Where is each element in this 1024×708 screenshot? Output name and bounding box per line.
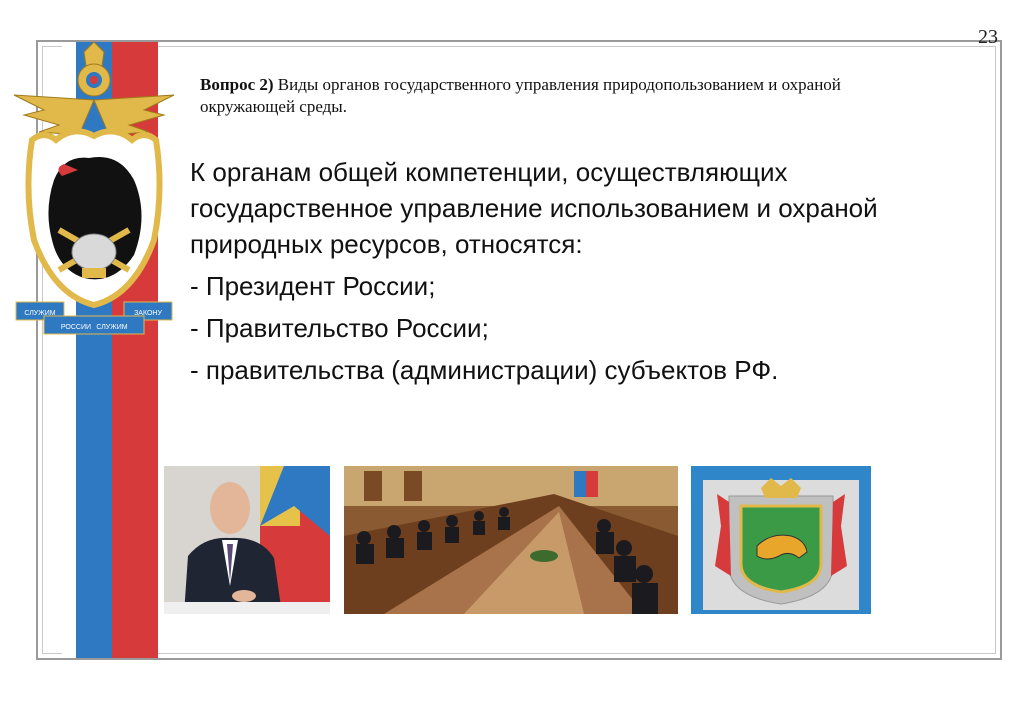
intro-paragraph: К органам общей компетенции, осуществляющих государственное управление использованием и охраной природных ресурсов, относятся: bbox=[190, 157, 878, 259]
photo-coat-of-arms bbox=[691, 466, 871, 614]
list-item: - Правительство России; bbox=[190, 313, 489, 343]
emblem-icon bbox=[4, 40, 184, 340]
ribbon-text-2: РОССИИ bbox=[60, 324, 92, 331]
ribbon-text-4: ЗАКОНУ bbox=[134, 310, 162, 317]
photo-government-meeting bbox=[344, 466, 678, 614]
page-number: 23 bbox=[978, 26, 998, 48]
list-item: - Президент России; bbox=[190, 271, 436, 301]
question-label: Вопрос 2) bbox=[200, 75, 274, 94]
main-text bbox=[190, 154, 980, 388]
question-heading bbox=[200, 74, 940, 118]
question-text: Виды органов государственного управления природопользованием и охраной окружающей среды. bbox=[200, 75, 841, 116]
ribbon-text-1: СЛУЖИМ bbox=[24, 310, 56, 317]
ribbon-text-3: СЛУЖИМ bbox=[96, 324, 128, 331]
list-item: - правительства (администрации) субъектов РФ. bbox=[190, 355, 779, 385]
photo-president bbox=[164, 466, 330, 614]
